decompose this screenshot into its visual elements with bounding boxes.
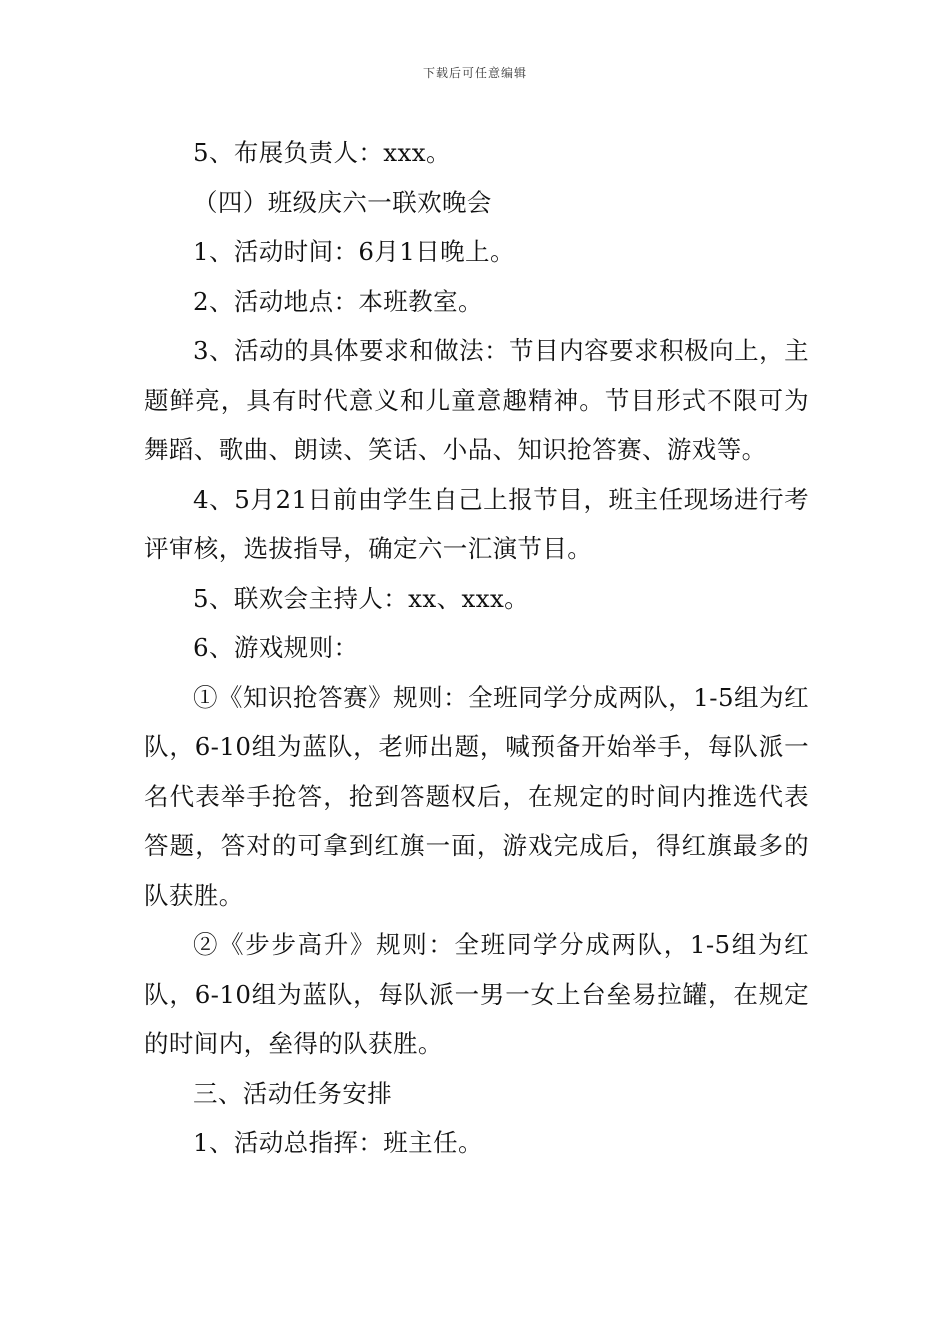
paragraph-program-review: 4、5月21日前由学生自己上报节目，班主任现场进行考评审核，选拔指导，确定六一汇演节目。 [144,484,809,563]
paragraph-commander: 1、活动总指挥：班主任。 [193,1128,483,1157]
paragraph-quiz-rules: ①《知识抢答赛》规则：全班同学分成两队，1-5组为红队，6-10组为蓝队，老师出题，喊预备开始举手，每队派一名代表举手抢答，抢到答题权后，在规定的时间内推选代表答题，答对的可拿到红旗一面，游戏完成后，得红旗最多的队获胜。 [144,682,809,910]
paragraph-hosts: 5、联欢会主持人：xx、xxx。 [193,583,530,613]
page-header: 下载后可任意编辑 [422,66,527,80]
paragraph-exhibition-lead: 5、布展负责人：xxx。 [193,138,451,167]
section-heading-party: （四）班级庆六一联欢晚会 [193,187,492,217]
paragraph-game-rules-heading: 6、游戏规则： [193,633,359,662]
paragraph-activity-location: 2、活动地点：本班教室。 [193,286,483,316]
paragraph-requirements: 3、活动的具体要求和做法：节目内容要求积极向上，主题鲜亮，具有时代意义和儿童意趣精神。节目形式不限可为舞蹈、歌曲、朗读、笑话、小品、知识抢答赛、游戏等。 [144,336,809,464]
paragraph-stacking-rules: ②《步步高升》规则：全班同学分成两队，1-5组为红队，6-10组为蓝队，每队派一男一女上台垒易拉罐，在规定的时间内，垒得的队获胜。 [144,930,809,1058]
paragraph-activity-time: 1、活动时间：6月1日晚上。 [193,237,515,266]
section-heading-tasks: 三、活动任务安排 [193,1078,393,1108]
document-body [144,128,809,1168]
